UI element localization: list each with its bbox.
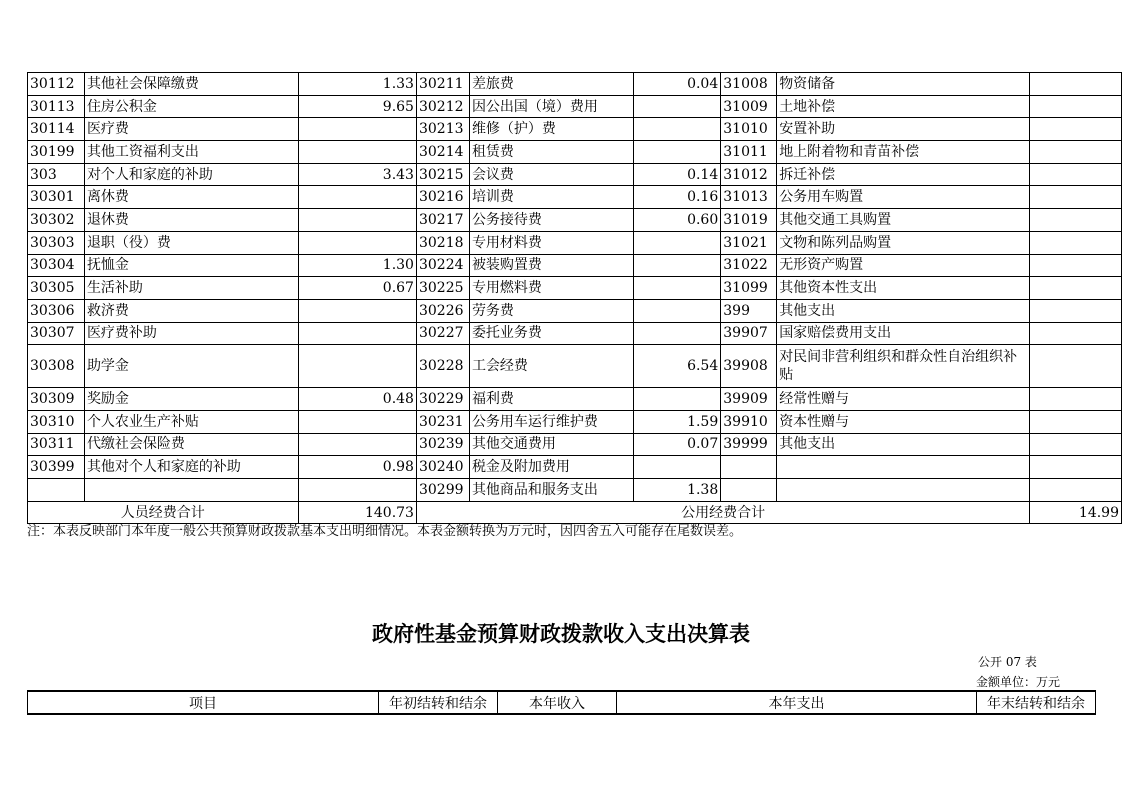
code-cell: 30240 xyxy=(416,456,469,479)
code-cell: 30113 xyxy=(28,95,85,118)
table-row xyxy=(28,322,1122,345)
amount-cell xyxy=(298,322,416,345)
personnel-total-label: 人员经费合计 xyxy=(28,501,299,524)
item-cell: 奖励金 xyxy=(84,388,298,411)
table-row xyxy=(28,299,1122,322)
amount-cell xyxy=(1030,456,1122,479)
amount-cell: 0.67 xyxy=(298,277,416,300)
item-cell: 国家赔偿费用支出 xyxy=(777,322,1030,345)
table-row xyxy=(28,277,1122,300)
item-cell: 会议费 xyxy=(469,163,633,186)
amount-cell xyxy=(298,141,416,164)
item-cell: 其他支出 xyxy=(777,433,1030,456)
item-cell: 对民间非营利组织和群众性自治组织补贴 xyxy=(777,345,1030,388)
item-cell: 其他支出 xyxy=(777,299,1030,322)
item-cell: 抚恤金 xyxy=(84,254,298,277)
item-cell: 退休费 xyxy=(84,209,298,232)
code-cell: 30199 xyxy=(28,141,85,164)
amount-cell: 1.59 xyxy=(633,410,721,433)
item-cell: 住房公积金 xyxy=(84,95,298,118)
amount-cell xyxy=(633,141,721,164)
expenditure-detail-table xyxy=(27,72,1122,524)
amount-cell xyxy=(1030,388,1122,411)
item-cell: 救济费 xyxy=(84,299,298,322)
code-cell: 30212 xyxy=(416,95,469,118)
amount-cell xyxy=(633,456,721,479)
code-cell: 399 xyxy=(721,299,777,322)
amount-cell xyxy=(1030,322,1122,345)
code-cell xyxy=(28,479,85,502)
item-cell: 拆迁补偿 xyxy=(777,163,1030,186)
amount-cell xyxy=(1030,163,1122,186)
amount-cell: 6.54 xyxy=(633,345,721,388)
code-cell: 303 xyxy=(28,163,85,186)
table-row xyxy=(28,231,1122,254)
amount-cell xyxy=(1030,479,1122,502)
amount-cell xyxy=(1030,118,1122,141)
item-cell: 公务用车运行维护费 xyxy=(469,410,633,433)
amount-cell: 0.16 xyxy=(633,186,721,209)
code-cell: 30214 xyxy=(416,141,469,164)
item-cell: 租赁费 xyxy=(469,141,633,164)
item-cell: 安置补助 xyxy=(777,118,1030,141)
amount-cell xyxy=(298,345,416,388)
code-cell: 30309 xyxy=(28,388,85,411)
amount-cell xyxy=(298,410,416,433)
amount-cell: 1.38 xyxy=(633,479,721,502)
code-cell: 30114 xyxy=(28,118,85,141)
header-cell: 年初结转和结余 xyxy=(379,691,498,714)
amount-cell: 9.65 xyxy=(298,95,416,118)
item-cell: 退职（役）费 xyxy=(84,231,298,254)
header-cell: 年末结转和结余 xyxy=(977,691,1096,714)
amount-cell xyxy=(298,209,416,232)
code-cell: 30305 xyxy=(28,277,85,300)
item-cell: 其他社会保障缴费 xyxy=(84,73,298,96)
amount-cell xyxy=(633,118,721,141)
item-cell xyxy=(84,479,298,502)
code-cell: 30231 xyxy=(416,410,469,433)
code-cell: 31021 xyxy=(721,231,777,254)
amount-unit: 金额单位：万元 xyxy=(976,675,1061,689)
table-note: 注：本表反映部门本年度一般公共预算财政拨款基本支出明细情况。本表金额转换为万元时，因四舍五入可能存在尾数误差。 xyxy=(27,524,743,539)
item-cell: 其他交通工具购置 xyxy=(777,209,1030,232)
item-cell: 地上附着物和青苗补偿 xyxy=(777,141,1030,164)
item-cell: 生活补助 xyxy=(84,277,298,300)
code-cell: 31019 xyxy=(721,209,777,232)
header-cell: 项目 xyxy=(28,691,379,714)
code-cell: 30301 xyxy=(28,186,85,209)
header-cell: 本年收入 xyxy=(498,691,617,714)
table-row xyxy=(28,254,1122,277)
public-total-label: 公用经费合计 xyxy=(416,501,1029,524)
code-cell: 30226 xyxy=(416,299,469,322)
item-cell: 对个人和家庭的补助 xyxy=(84,163,298,186)
item-cell: 代缴社会保险费 xyxy=(84,433,298,456)
code-cell: 31022 xyxy=(721,254,777,277)
amount-cell: 0.07 xyxy=(633,433,721,456)
code-cell: 30310 xyxy=(28,410,85,433)
form-number: 公开 07 表 xyxy=(978,655,1037,669)
item-cell: 助学金 xyxy=(84,345,298,388)
code-cell: 31008 xyxy=(721,73,777,96)
amount-cell: 0.04 xyxy=(633,73,721,96)
table-row xyxy=(28,433,1122,456)
amount-cell xyxy=(633,254,721,277)
table-row xyxy=(28,410,1122,433)
code-cell: 30303 xyxy=(28,231,85,254)
code-cell: 39999 xyxy=(721,433,777,456)
amount-cell xyxy=(1030,277,1122,300)
amount-cell xyxy=(633,231,721,254)
public-total-value: 14.99 xyxy=(1030,501,1122,524)
amount-cell xyxy=(1030,73,1122,96)
code-cell: 30399 xyxy=(28,456,85,479)
code-cell: 31012 xyxy=(721,163,777,186)
amount-cell xyxy=(1030,95,1122,118)
item-cell: 其他资本性支出 xyxy=(777,277,1030,300)
code-cell: 30302 xyxy=(28,209,85,232)
fund-table-title: 政府性基金预算财政拨款收入支出决算表 xyxy=(372,622,750,646)
item-cell: 税金及附加费用 xyxy=(469,456,633,479)
code-cell: 31013 xyxy=(721,186,777,209)
code-cell: 30308 xyxy=(28,345,85,388)
code-cell: 30228 xyxy=(416,345,469,388)
code-cell: 30306 xyxy=(28,299,85,322)
code-cell: 30215 xyxy=(416,163,469,186)
table-row xyxy=(28,209,1122,232)
table-row xyxy=(28,141,1122,164)
amount-cell xyxy=(1030,254,1122,277)
amount-cell: 0.98 xyxy=(298,456,416,479)
amount-cell: 1.33 xyxy=(298,73,416,96)
header-row xyxy=(28,691,1096,714)
amount-cell xyxy=(298,118,416,141)
amount-cell xyxy=(1030,141,1122,164)
item-cell: 委托业务费 xyxy=(469,322,633,345)
item-cell: 文物和陈列品购置 xyxy=(777,231,1030,254)
item-cell: 培训费 xyxy=(469,186,633,209)
item-cell: 公务接待费 xyxy=(469,209,633,232)
table-row xyxy=(28,163,1122,186)
amount-cell xyxy=(298,231,416,254)
item-cell: 医疗费 xyxy=(84,118,298,141)
amount-cell xyxy=(298,479,416,502)
item-cell: 因公出国（境）费用 xyxy=(469,95,633,118)
item-cell: 劳务费 xyxy=(469,299,633,322)
item-cell: 医疗费补助 xyxy=(84,322,298,345)
code-cell xyxy=(721,456,777,479)
item-cell: 土地补偿 xyxy=(777,95,1030,118)
table-row xyxy=(28,479,1122,502)
personnel-total-value: 140.73 xyxy=(298,501,416,524)
code-cell: 30216 xyxy=(416,186,469,209)
table-body xyxy=(28,73,1122,502)
amount-cell xyxy=(633,322,721,345)
amount-cell xyxy=(298,433,416,456)
code-cell: 30211 xyxy=(416,73,469,96)
amount-cell: 0.60 xyxy=(633,209,721,232)
item-cell: 经常性赠与 xyxy=(777,388,1030,411)
item-cell: 维修（护）费 xyxy=(469,118,633,141)
code-cell xyxy=(721,479,777,502)
table-row xyxy=(28,456,1122,479)
table-row xyxy=(28,95,1122,118)
code-cell: 30218 xyxy=(416,231,469,254)
code-cell: 39907 xyxy=(721,322,777,345)
table-row xyxy=(28,388,1122,411)
code-cell: 30239 xyxy=(416,433,469,456)
item-cell: 离休费 xyxy=(84,186,298,209)
amount-cell xyxy=(298,186,416,209)
amount-cell xyxy=(1030,433,1122,456)
amount-cell xyxy=(1030,186,1122,209)
item-cell: 工会经费 xyxy=(469,345,633,388)
code-cell: 30311 xyxy=(28,433,85,456)
item-cell: 被装购置费 xyxy=(469,254,633,277)
code-cell: 30213 xyxy=(416,118,469,141)
code-cell: 30299 xyxy=(416,479,469,502)
amount-cell xyxy=(633,95,721,118)
item-cell: 专用材料费 xyxy=(469,231,633,254)
item-cell: 其他交通费用 xyxy=(469,433,633,456)
code-cell: 30224 xyxy=(416,254,469,277)
table-row xyxy=(28,345,1122,388)
code-cell: 30217 xyxy=(416,209,469,232)
item-cell: 个人农业生产补贴 xyxy=(84,410,298,433)
amount-cell: 0.14 xyxy=(633,163,721,186)
amount-cell xyxy=(1030,231,1122,254)
item-cell: 其他工资福利支出 xyxy=(84,141,298,164)
code-cell: 30112 xyxy=(28,73,85,96)
code-cell: 31009 xyxy=(721,95,777,118)
item-cell: 福利费 xyxy=(469,388,633,411)
fund-table-header xyxy=(27,690,1096,715)
amount-cell xyxy=(1030,410,1122,433)
code-cell: 39909 xyxy=(721,388,777,411)
code-cell: 31099 xyxy=(721,277,777,300)
item-cell: 无形资产购置 xyxy=(777,254,1030,277)
item-cell: 公务用车购置 xyxy=(777,186,1030,209)
code-cell: 30304 xyxy=(28,254,85,277)
amount-cell: 0.48 xyxy=(298,388,416,411)
item-cell: 物资储备 xyxy=(777,73,1030,96)
amount-cell xyxy=(633,388,721,411)
code-cell: 31011 xyxy=(721,141,777,164)
code-cell: 39908 xyxy=(721,345,777,388)
item-cell xyxy=(777,456,1030,479)
amount-cell xyxy=(1030,209,1122,232)
item-cell: 差旅费 xyxy=(469,73,633,96)
code-cell: 30307 xyxy=(28,322,85,345)
amount-cell xyxy=(298,299,416,322)
code-cell: 30227 xyxy=(416,322,469,345)
amount-cell xyxy=(1030,299,1122,322)
code-cell: 30229 xyxy=(416,388,469,411)
amount-cell: 3.43 xyxy=(298,163,416,186)
table-row xyxy=(28,118,1122,141)
item-cell: 其他商品和服务支出 xyxy=(469,479,633,502)
item-cell xyxy=(777,479,1030,502)
code-cell: 31010 xyxy=(721,118,777,141)
code-cell: 30225 xyxy=(416,277,469,300)
item-cell: 专用燃料费 xyxy=(469,277,633,300)
table-row xyxy=(28,73,1122,96)
amount-cell xyxy=(633,299,721,322)
amount-cell: 1.30 xyxy=(298,254,416,277)
amount-cell xyxy=(1030,345,1122,388)
item-cell: 其他对个人和家庭的补助 xyxy=(84,456,298,479)
table-row xyxy=(28,186,1122,209)
item-cell: 资本性赠与 xyxy=(777,410,1030,433)
code-cell: 39910 xyxy=(721,410,777,433)
header-cell: 本年支出 xyxy=(617,691,977,714)
amount-cell xyxy=(633,277,721,300)
